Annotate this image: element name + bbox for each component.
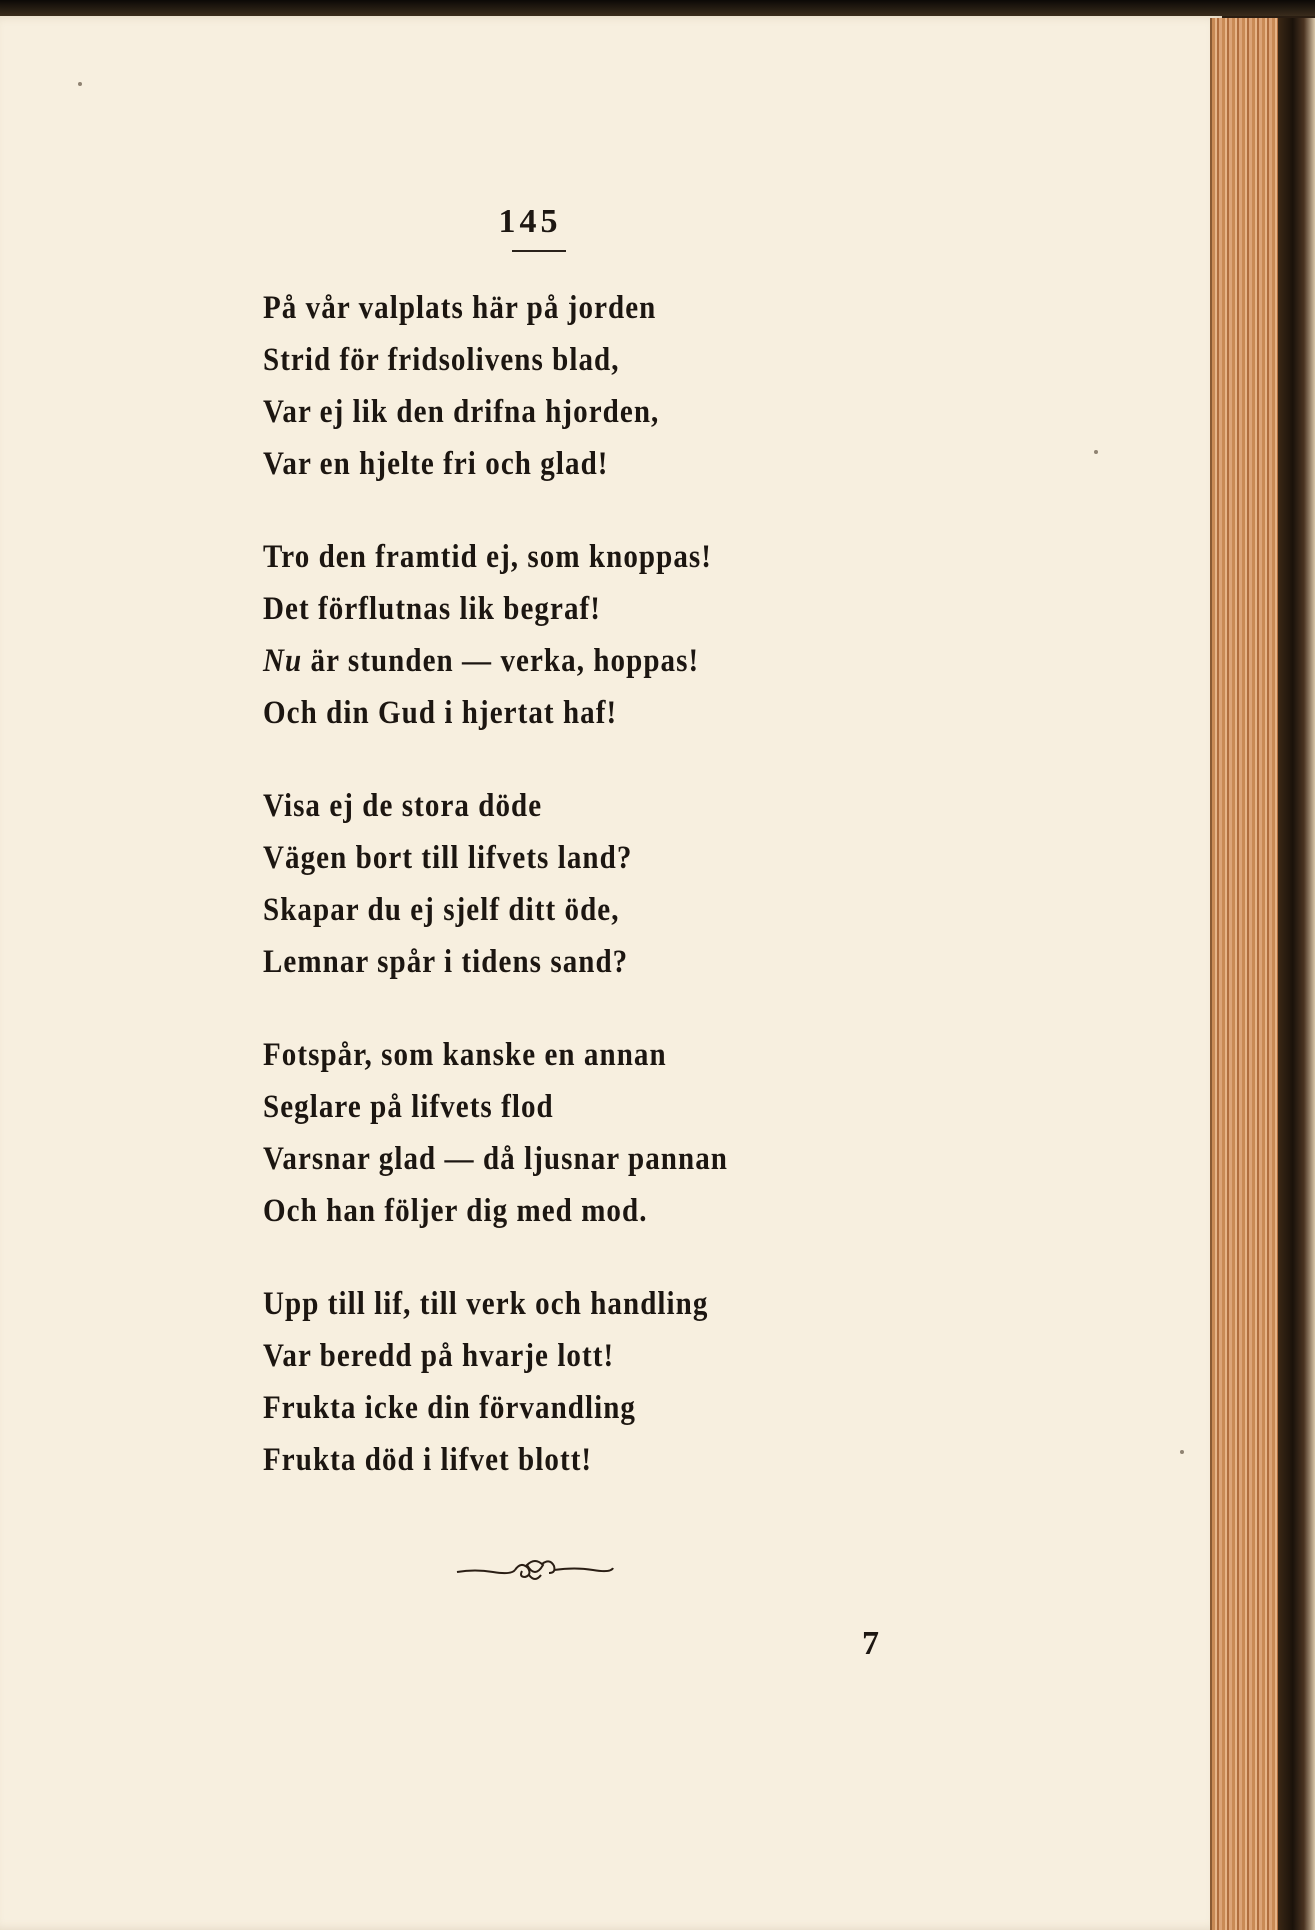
poem-line: På vår valplats här på jorden xyxy=(263,290,657,326)
poem-line: Seglare på lifvets flod xyxy=(263,1089,554,1125)
poem-line: Det förflutnas lik begraf! xyxy=(263,591,601,627)
scan-border xyxy=(0,0,1315,16)
poem-line: Var en hjelte fri och glad! xyxy=(263,446,609,482)
poem-line: Var beredd på hvarje lott! xyxy=(263,1338,615,1374)
poem-line: Strid för fridsolivens blad, xyxy=(263,342,620,378)
book-cover-edge xyxy=(1278,18,1315,1930)
poem-line: Upp till lif, till verk och handling xyxy=(263,1286,709,1322)
poem-line-italic-start: Nu är stunden — verka, hoppas! xyxy=(263,643,700,679)
stanza-4 xyxy=(263,1029,861,1237)
poem-line: Lemnar spår i tidens sand? xyxy=(263,944,629,980)
paper-speck xyxy=(78,82,82,86)
signature-mark: 7 xyxy=(862,1625,879,1662)
poem-line: Och din Gud i hjertat haf! xyxy=(263,695,618,731)
stanza-3 xyxy=(263,780,861,988)
poem-line: Var ej lik den drifna hjorden, xyxy=(263,394,660,430)
poem xyxy=(263,282,861,1527)
scroll-flourish-icon xyxy=(455,1555,615,1585)
poem-line: Och han följer dig med mod. xyxy=(263,1193,648,1229)
poem-line: Varsnar glad — då ljusnar pannan xyxy=(263,1141,728,1177)
stanza-5 xyxy=(263,1278,861,1486)
stanza-1 xyxy=(263,282,861,490)
poem-line: Skapar du ej sjelf ditt öde, xyxy=(263,892,620,928)
poem-line: Frukta död i lifvet blott! xyxy=(263,1442,593,1478)
poem-line: Frukta icke din förvandling xyxy=(263,1390,637,1426)
paper-speck xyxy=(1180,1450,1184,1454)
page-number-rule xyxy=(512,250,566,252)
poem-line: Vägen bort till lifvets land? xyxy=(263,840,633,876)
page-edges xyxy=(1210,18,1280,1930)
poem-line: Tro den framtid ej, som knoppas! xyxy=(263,539,712,575)
paper-speck xyxy=(1094,450,1098,454)
stanza-2 xyxy=(263,531,861,739)
poem-line: Visa ej de stora döde xyxy=(263,788,543,824)
page-number: 145 xyxy=(498,203,562,240)
poem-line: Fotspår, som kanske en annan xyxy=(263,1037,667,1073)
